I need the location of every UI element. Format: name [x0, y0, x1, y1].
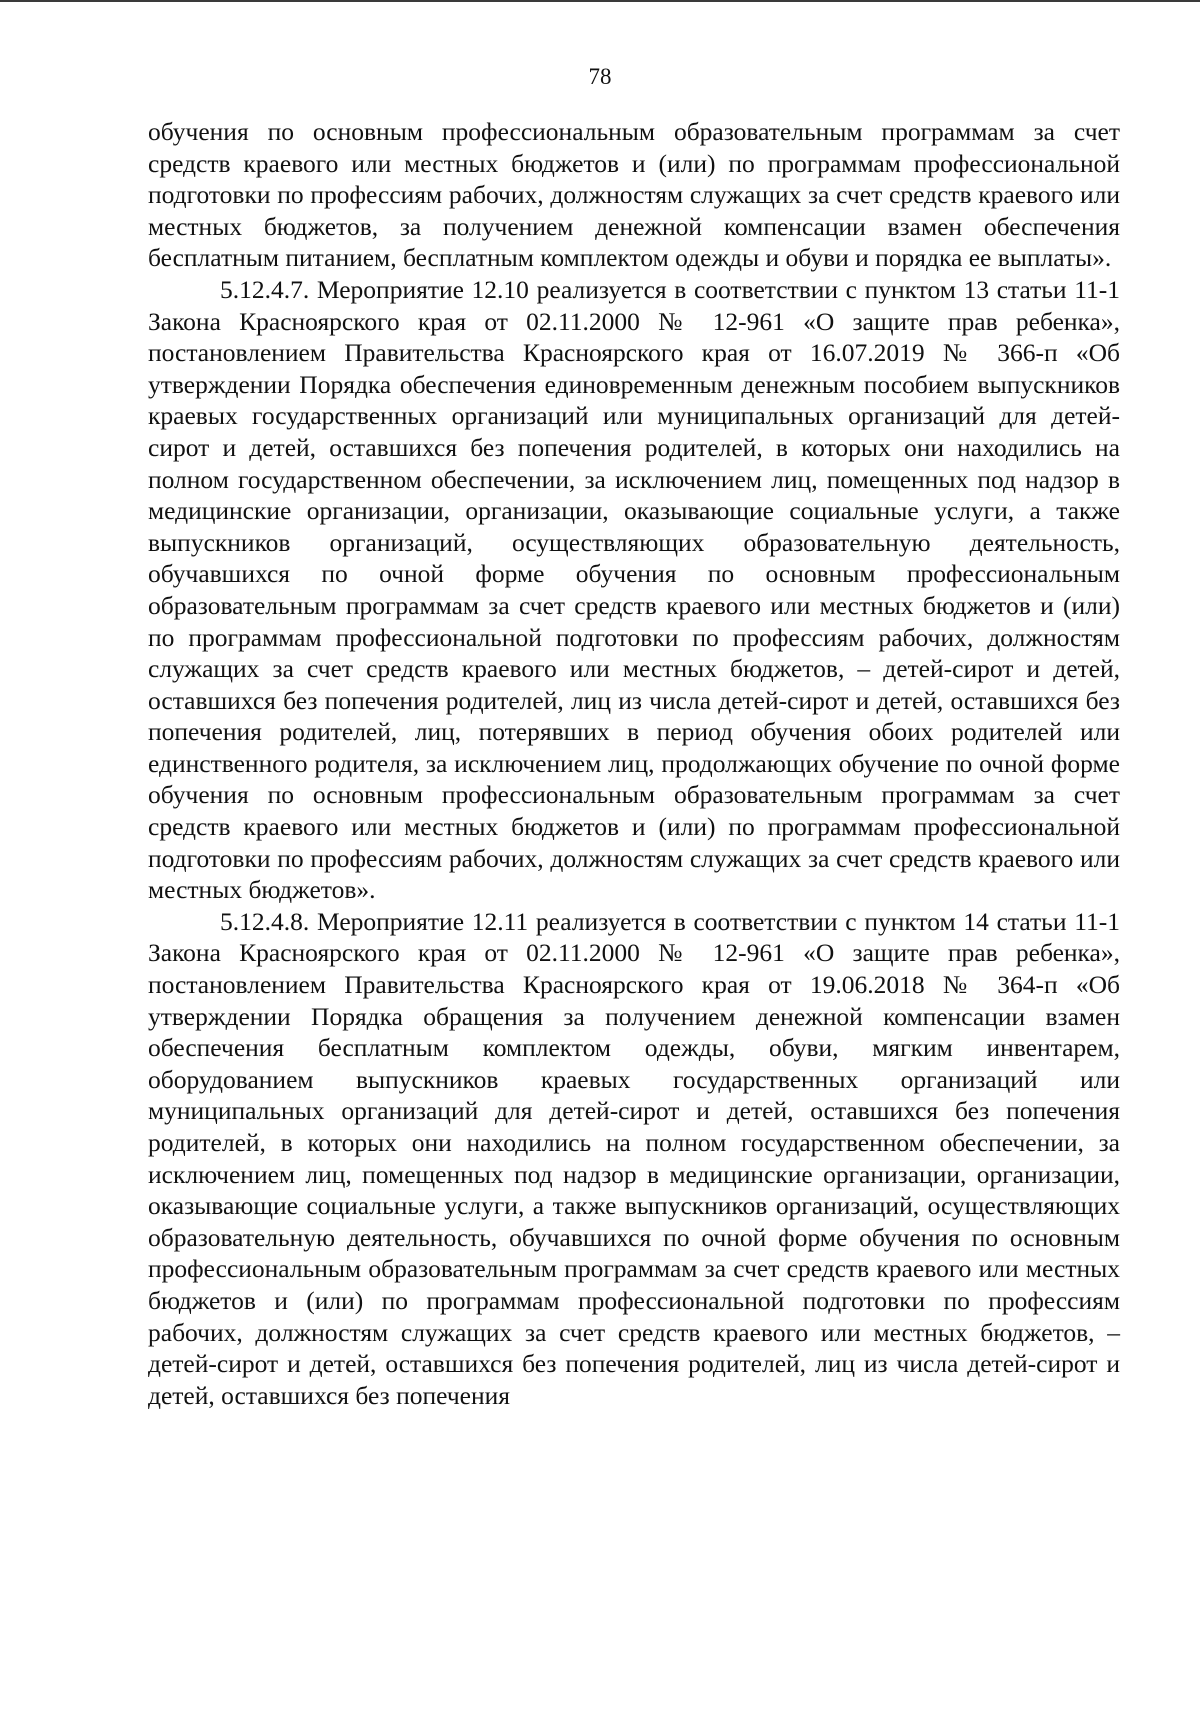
document-body — [148, 116, 1120, 1411]
paragraph-5-12-4-8: 5.12.4.8. Мероприятие 12.11 реализуется в соответствии с пунктом 14 статьи 11-1 Закона Красноярского края от 02.11.2000 № 12-961 «О защите прав ребенка», постановлением Правительства Красноярского края от 19.06.2018 № 364-п «Об утверждении Порядка обращения за получением денежной компенсации взамен обеспечения бесплатным комплектом одежды, обуви, мягким инвентарем, оборудованием выпускников краевых государственных организаций или муниципальных организаций для детей-сирот и детей, оставшихся без попечения родителей, в которых они находились на полном государственном обеспечении, за исключением лиц, помещенных под надзор в медицинские организации, организации, оказывающие социальные услуги, а также выпускников организаций, осуществляющих образовательную деятельность, обучавшихся по очной форме обучения по основным профессиональным образовательным программам за счет средств краевого или местных бюджетов и (или) по программам профессиональной подготовки по профессиям рабочих, должностям служащих за счет средств краевого или местных бюджетов, – детей-сирот и детей, оставшихся без попечения родителей, лиц из числа детей-сирот и детей, оставшихся без попечения — [148, 906, 1120, 1410]
paragraph-5-12-4-7: 5.12.4.7. Мероприятие 12.10 реализуется в соответствии с пунктом 13 статьи 11-1 Закона Красноярского края от 02.11.2000 № 12-961 «О защите прав ребенка», постановлением Правительства Красноярского края от 16.07.2019 № 366-п «Об утверждении Порядка обеспечения единовременным денежным пособием выпускников краевых государственных организаций или муниципальных организаций для детей-сирот и детей, оставшихся без попечения родителей, в которых они находились на полном государственном обеспечении, за исключением лиц, помещенных под надзор в медицинские организации, организации, оказывающие социальные услуги, а также выпускников организаций, осуществляющих образовательную деятельность, обучавшихся по очной форме обучения по основным профессиональным образовательным программам за счет средств краевого или местных бюджетов и (или) по программам профессиональной подготовки по профессиям рабочих, должностям служащих за счет средств краевого или местных бюджетов, – детей-сирот и детей, оставшихся без попечения родителей, лиц из числа детей-сирот и детей, оставшихся без попечения родителей, лиц, потерявших в период обучения обоих родителей или единственного родителя, за исключением лиц, продолжающих обучение по очной форме обучения по основным профессиональным образовательным программам за счет средств краевого или местных бюджетов и (или) по программам профессиональной подготовки по профессиям рабочих, должностям служащих за счет средств краевого или местных бюджетов». — [148, 274, 1120, 905]
page-top-edge — [0, 0, 1200, 2]
page-number: 78 — [588, 64, 612, 89]
paragraph-continuation: обучения по основным профессиональным образовательным программам за счет средств краевого или местных бюджетов и (или) по программам профессиональной подготовки по профессиям рабочих, должностям служащих за счет средств краевого или местных бюджетов, за получением денежной компенсации взамен обеспечения бесплатным питанием, бесплатным комплектом одежды и обуви и порядка ее выплаты». — [148, 117, 1120, 273]
